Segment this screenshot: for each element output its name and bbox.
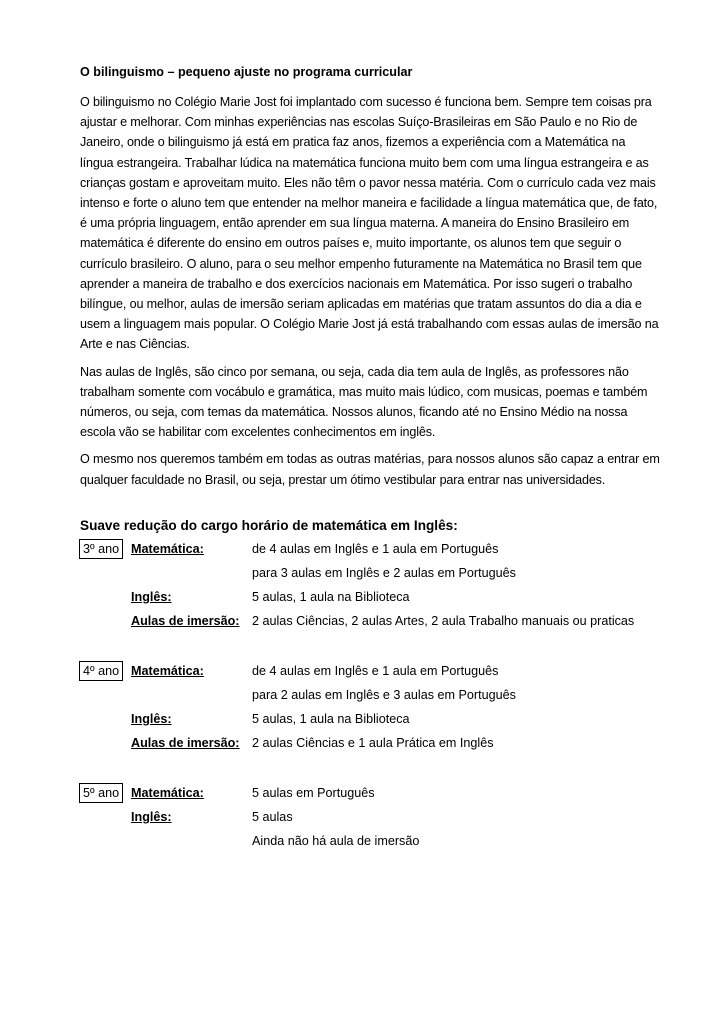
schedule-row (80, 563, 660, 587)
schedule-value: 2 aulas Ciências, 2 aulas Artes, 2 aula Trabalho manuais ou praticas (252, 613, 635, 628)
schedule-value: 5 aulas, 1 aula na Biblioteca (252, 589, 410, 604)
subject-label-text: Inglês (131, 711, 168, 726)
label-colon: : (167, 589, 172, 604)
subject-label-text: Matemática (131, 663, 200, 678)
subject-label-text: Aulas de imersão (131, 613, 236, 628)
label-colon: : (167, 809, 172, 824)
label-colon: : (199, 663, 204, 678)
grade-badge: 5º ano (79, 783, 123, 803)
schedule-value: para 2 aulas em Inglês e 3 aulas em Português (252, 687, 516, 702)
grade-badge: 3º ano (79, 539, 123, 559)
schedule-row (80, 611, 660, 635)
schedule-row (80, 539, 660, 563)
label-colon: : (235, 735, 240, 750)
schedule-value: 5 aulas, 1 aula na Biblioteca (252, 711, 410, 726)
subject-label (131, 539, 204, 559)
subject-label (131, 733, 240, 753)
document-page (80, 64, 660, 855)
schedule-row (80, 807, 660, 831)
grade-badge: 4º ano (79, 661, 123, 681)
grade-block-3 (80, 539, 660, 635)
subject-label (131, 661, 204, 681)
subject-label (131, 611, 240, 631)
schedule-row (80, 709, 660, 733)
schedule-value: Ainda não há aula de imersão (252, 833, 420, 848)
subject-label (131, 587, 172, 607)
label-colon: : (199, 785, 204, 800)
section-heading: Suave redução do cargo horário de matemática em Inglês: (80, 517, 458, 533)
schedule-row (80, 831, 660, 855)
document-title: O bilinguismo – pequeno ajuste no programa curricular (80, 65, 413, 79)
schedule-row (80, 783, 660, 807)
schedule-value: 5 aulas (252, 809, 293, 824)
schedule-value: 5 aulas em Português (252, 785, 375, 800)
schedule-row (80, 661, 660, 685)
schedule-value: de 4 aulas em Inglês e 1 aula em Português (252, 663, 499, 678)
subject-label-text: Matemática (131, 785, 200, 800)
label-colon: : (199, 541, 204, 556)
schedule-row (80, 733, 660, 757)
paragraph-intro: O bilinguismo no Colégio Marie Jost foi implantado com sucesso é funciona bem. Sempre tem coisas pra ajustar e melhorar. Com minhas experiências nas escolas Suíço-Brasileiras em São Paulo e no Rio de Janeiro, onde o bilinguismo já está em pratica faz anos, fizemos a experiência com a Matemática na língua estrangeira. Trabalhar lúdica na matemática funciona muito bem com uma língua estrangeira e as crianças gostam e aproveitam muito. Eles não têm o pavor nessa matéria. Com o currículo cada vez mais intenso e forte o aluno tem que entender na melhor maneira e facilidade a língua matemática que, de fato, é uma própria linguagem, então aprender em sua língua materna. A maneira do Ensino Brasileiro em matemática é diferente do ensino em outros países e, muito importante, os alunos tem que seguir o currículo brasileiro. O aluno, para o seu melhor empenho futuramente na Matemática no Brasil tem que aprender a maneira de trabalho e dos exercícios nacionais em Matemática. Por isso sugeri o trabalho bilíngue, ou melhor, aulas de imersão seriam aplicadas em matérias que tratam assuntos do dia a dia e usem a linguagem mais popular. O Colégio Marie Jost já está trabalhando com essas aulas de imersão na Arte e nas Ciências. (80, 95, 659, 352)
subject-label (131, 709, 172, 729)
subject-label-text: Inglês (131, 809, 168, 824)
schedule-row (80, 685, 660, 709)
grade-block-4 (80, 661, 660, 757)
schedule-value: para 3 aulas em Inglês e 2 aulas em Português (252, 565, 516, 580)
subject-label-text: Inglês (131, 589, 168, 604)
subject-label-text: Matemática (131, 541, 200, 556)
schedule-value: de 4 aulas em Inglês e 1 aula em Português (252, 541, 499, 556)
subject-label-text: Aulas de imersão (131, 735, 236, 750)
schedule-row (80, 587, 660, 611)
grade-block-5 (80, 783, 660, 855)
subject-label (131, 783, 204, 803)
paragraph-english-classes: Nas aulas de Inglês, são cinco por semana, ou seja, cada dia tem aula de Inglês, as professores não trabalham somente com vocábulo e gramática, mas muito mais lúdico, com musicas, poemas e também números, ou seja, com temas da matemática. Nossos alunos, ficando até no Ensino Médio na nossa escola vão se habilitar com excelentes conhecimentos em inglês. (80, 364, 648, 440)
subject-label (131, 807, 172, 827)
schedule-value: 2 aulas Ciências e 1 aula Prática em Inglês (252, 735, 494, 750)
paragraph-other-subjects: O mesmo nos queremos também em todas as outras matérias, para nossos alunos são capaz a entrar em qualquer faculdade no Brasil, ou seja, prestar um ótimo vestibular para entrar nas universidades. (80, 452, 660, 487)
label-colon: : (167, 711, 172, 726)
label-colon: : (235, 613, 240, 628)
